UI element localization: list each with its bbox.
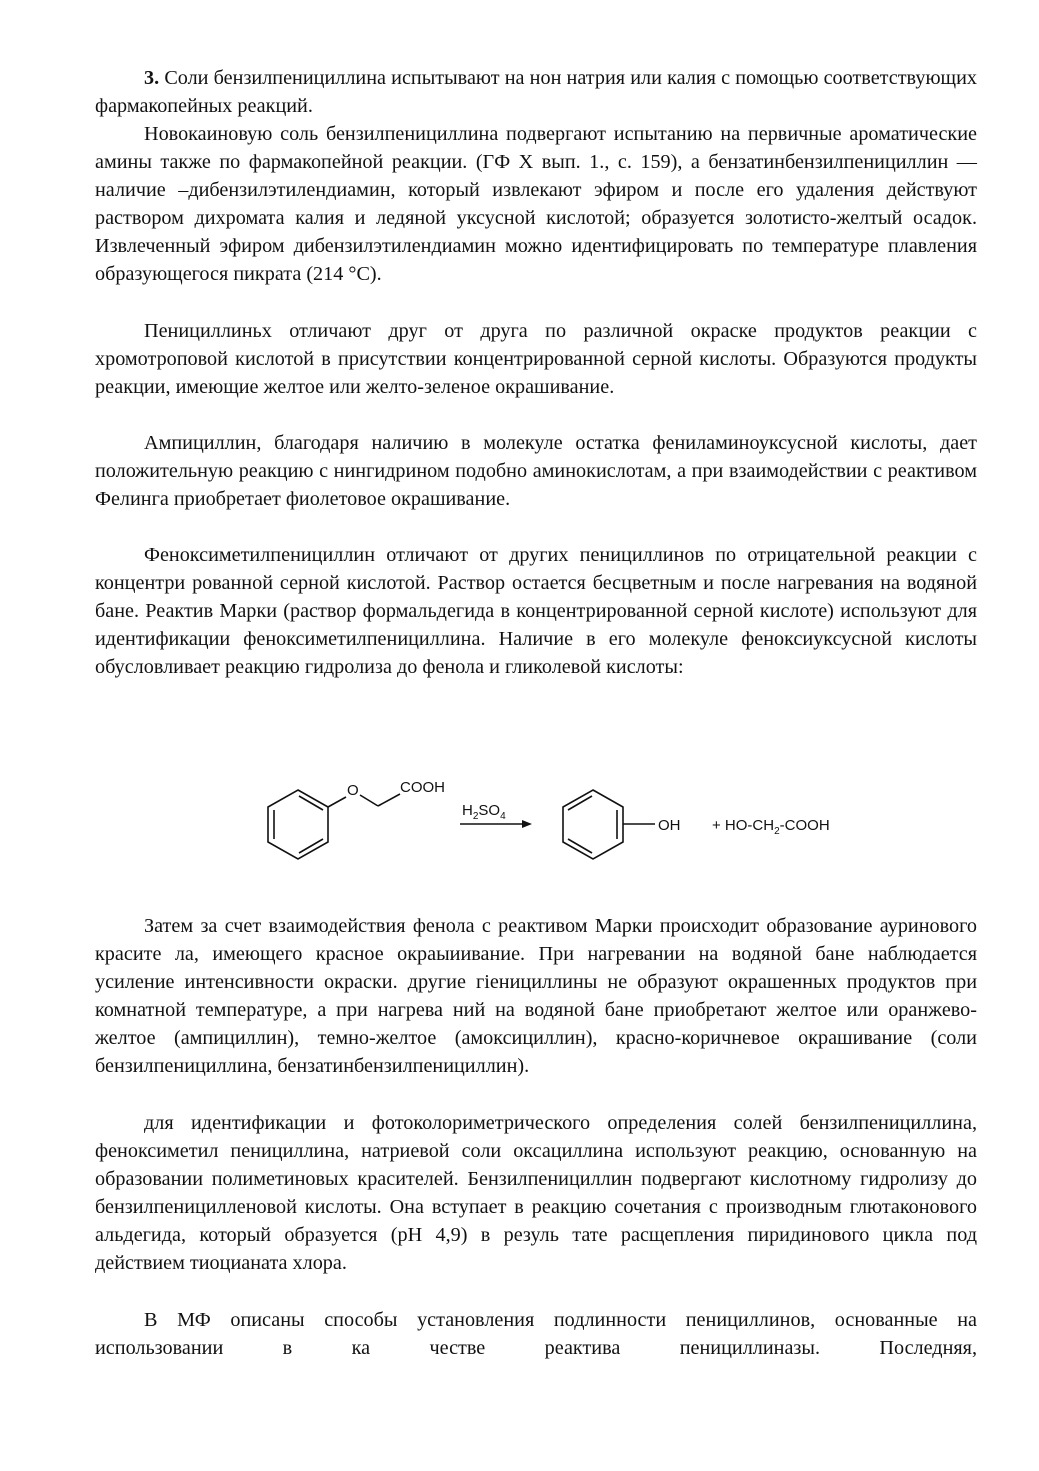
glycolic-acid-label: + $HO-CH_2$-COOH <box>712 817 830 837</box>
paragraph-3: Пенициллиньх отличают друг от друга по различной окраске продуктов реакции с хромотроповой кислотой в присутствии концентрированной серной кислоты. Образуются продукты реакции, имеющие желтое или желто-зеленое окрашивание. <box>95 320 977 399</box>
paragraph-6: Затем за счет взаимодействия фенола с реактивом Марки происходит образование ауринового красите ла, имеющего красное окраыиивание. При нагревании на водяной бане наблюдается усиление интенсивности окраски. другие гіенициллины не образуют окрашенных продуктов при комнатной температуре, а при нагрева ний на водяной бане приобретают желтое или оранжево-желтое (ампициллин), темно-желтое (амоксициллин), красно-коричневое окрашивание (соли бензилпенициллина, бензатинбензилпенициллин). <box>95 915 977 1078</box>
item-number: 3. <box>144 67 160 89</box>
paragraph-8: В МФ описаны способы установления подлинности пенициллинов, основанные на использовании в ка честве реактива пенициллиназы. Последняя, <box>95 1309 977 1360</box>
benzene-ring-phenol <box>563 790 655 859</box>
cooh-label: COOH <box>400 779 445 796</box>
reaction-scheme <box>250 768 870 888</box>
benzene-ring-reactant <box>268 790 328 859</box>
paragraph-1 <box>95 64 977 120</box>
side-chain-bonds <box>328 794 400 807</box>
paragraph-1-text: Соли бензилпенициллина испытывают на нон натрия или калия с помощью соответствующих фармакопейных реакций. <box>95 67 977 118</box>
oh-label: OH <box>658 817 681 834</box>
reagent-label: $H_2SO_4$ <box>462 802 506 822</box>
oxygen-label: O <box>347 782 359 799</box>
reaction-arrow <box>460 820 532 828</box>
paragraph-2: Новокаиновую соль бензилпенициллина подвергают испытанию на первичные ароматические амины также по фармакопейной реакции. (ГФ X вып. 1., с. 159), а бензатинбензилпенициллин — наличие –дибензилэтилендиамин, который извлекают эфиром и после его удаления действуют раствором дихромата калия и ледяной уксусной кислотой; образуется золотисто-желтый осадок. Извлеченный эфиром дибензилэтилендиамин можно идентифицировать по температуре плавления образующегося пикрата (214 °С). <box>95 123 977 286</box>
paragraph-4: Ампициллин, благодаря наличию в молекуле остатка фениламиноуксусной кислоты, дает положительную реакцию с нингидрином подобно аминокислотам, а при взаимодействии с реактивом Фелинга приобретает фиолетовое окрашивание. <box>95 432 977 511</box>
paragraph-5: Феноксиметилпенициллин отличают от других пенициллинов по отрицательной реакции с концентри рованной серной кислотой. Раствор остается бесцветным и после нагревания на водяной бане. Реактив Марки (раствор формальдегида в концентрированной серной кислоте) используют для идентификации феноксиметилпенициллина. Наличие в его молекуле феноксиуксусной кислоты обусловливает реакцию гидролиза до фенола и гликолевой кислоты: <box>95 544 977 679</box>
paragraph-7: для идентификации и фотоколориметрического определения солей бензилпенициллина, феноксиметил пенициллина, натриевой соли оксациллина используют реакцию, основанную на образовании полиметиновых красителей. Бензилпенициллин подвергают кислотному гидролизу до бензилпеницилленовой кислоты. Она вступает в реакцию сочетания с производным глютаконового альдегида, который образуется (рН 4,9) в резуль тате расщепления пиридинового цикла под действием тиоцианата хлора. <box>95 1112 977 1275</box>
